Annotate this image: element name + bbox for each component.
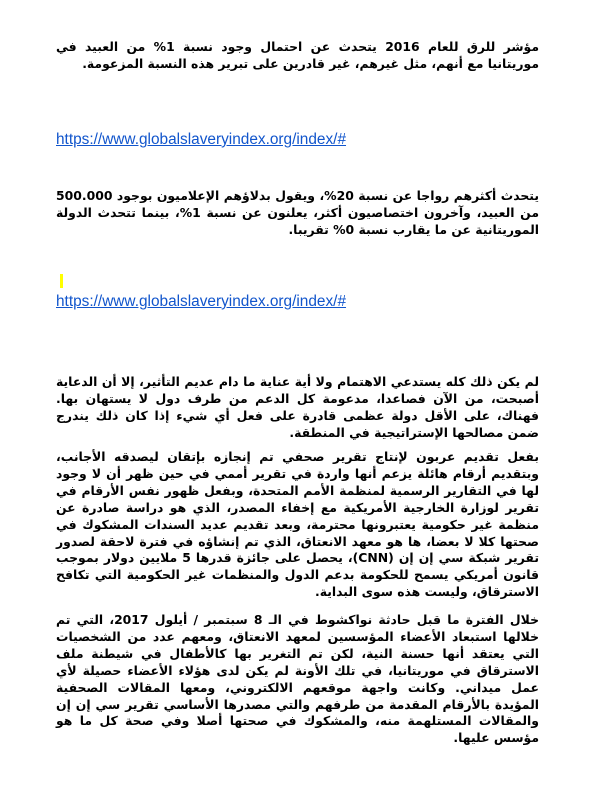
text-highlight-mark bbox=[60, 274, 63, 288]
paragraph-report-funding: بفعل تقديم عربون لإنتاج تقرير صحفي تم إنجازه بإتقان ليصدقه الأجانب، وبتقديم أرقام هائلة يزعم أنها واردة في تقرير أممي في حين ظهر أن لا وجود لها في التقارير الرسمية لمنظمة الأمم المتحدة، وبفعل ظهور نفس الأرقام في تقرير لوزارة الخارجية الأمريكية مع إخفاء المصدر، الذي هو دراسة صادرة عن منظمة غير حكومية يعتبرونها محترمة، وبعد تقديم عديد السندات المشكوك في صحتها كلا لا بعضا، ها هو معهد الانعتاق، الذي تم إنشاؤه في فترة لاحقة لصدور تقرير شبكة سي إن إن (CNN)، يحصل على جائزة قدرها 5 ملايين دولار بموجب قانون أمريكي يسمح للحكومة بدعم الدول والمنظمات غير الحكومية التي تكافح الاسترقاق، وليست هذه سوى البداية. bbox=[56, 449, 539, 600]
paragraph-percentages: يتحدث أكثرهم رواجا عن نسبة 20%، ويقول بدلاؤهم الإعلاميون بوجود 500.000 من العبيد، وآخرون اختصاصيون أكثر، يعلنون عن نسبة 1%، بينما تتحدث الدولة الموريتانية عن ما يقارب نسبة 0% تقريبا. bbox=[56, 188, 539, 237]
global-slavery-index-link-1[interactable]: https://www.globalslaveryindex.org/index/# bbox=[56, 131, 347, 148]
paragraph-nouakchott-incident: خلال الفترة ما قبل حادثة نواكشوط في الـ 8 سبتمبر / أيلول 2017، التي تم خلالها استبعاد الأعضاء المؤسسين لمعهد الانعتاق، ومعهم عدد من الشخصيات التي يعتقد أنها حسنة النية، لكن تم التغرير بها كالأطفال في شيطنة ملف الاسترقاق في موريتانيا، في تلك الأونة لم يكن لدى هؤلاء الأعضاء حصيلة لأي عمل ميداني. وكانت واجهة موقعهم الالكتروني، ومعها المقالات الصحفية المؤيدة بالأرقام المقدمة من طرفهم والتي مصدرها الأساسي تقرير سي إن إن والمقالات المستلهمة منه، والمشكوك في صحتها أصلا وفي صحة كل ما هو مؤسس عليها. bbox=[56, 612, 540, 746]
global-slavery-index-link-2[interactable]: https://www.globalslaveryindex.org/index/# bbox=[56, 293, 347, 310]
paragraph-slavery-index-2016: مؤشر للرق للعام 2016 يتحدث عن احتمال وجود نسبة 1% من العبيد في موريتانيا مع أنهم، مثل غيرهم، غير قادرين على تبرير هذه النسبة المزعومة. bbox=[56, 39, 539, 71]
paragraph-propaganda: لم يكن ذلك كله يستدعي الاهتمام ولا أية عناية ما دام عديم التأثير، إلا أن الدعاية أصبحت، من الآن فصاعدا، مدعومة كل الدعم من طرف دول لا يستهان بها. فهناك، على الأقل دولة عظمى قادرة على فعل أي شيء إذا كان ذلك يندرج ضمن مصالحها الإستراتيجية في المنطقة. bbox=[56, 374, 539, 440]
